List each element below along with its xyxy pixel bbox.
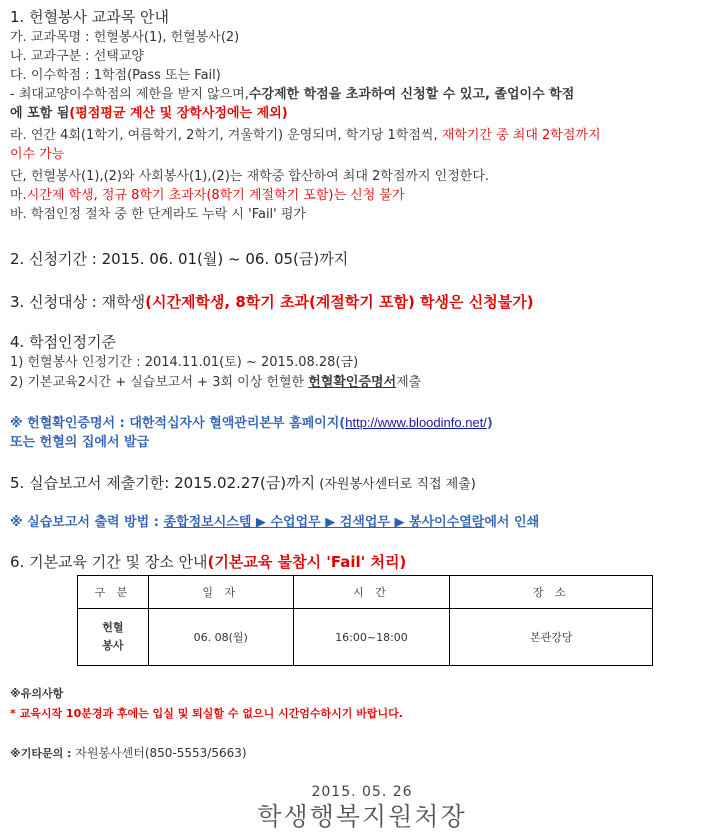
cell-date: 06. 08(월) <box>148 609 293 666</box>
print-method-label: ※ 실습보고서 출력 방법 : <box>10 515 164 530</box>
gpa-exclusion-note: (평점평균 계산 및 장학사정에는 제외) <box>69 106 288 121</box>
print-suffix: 에서 인쇄 <box>484 515 540 530</box>
cell-category <box>78 609 149 666</box>
combined-credit-note: 단, 헌혈봉사(1),(2)와 사회봉사(1),(2)는 재학중 합산하여 최대 2학점까지 인정한다. <box>10 169 490 184</box>
section-6-title <box>10 553 406 571</box>
submit-text: 제출 <box>396 375 422 390</box>
header-place: 장 소 <box>450 576 653 609</box>
credit-included-note <box>10 105 288 123</box>
table-row <box>78 609 653 666</box>
certificate-label: 헌혈확인증명서 <box>308 375 397 390</box>
header-time: 시 간 <box>293 576 450 609</box>
education-schedule-table <box>77 575 653 666</box>
course-name: 가. 교과목명 : 헌혈봉사(1), 헌혈봉사(2) <box>10 30 240 45</box>
cell-place: 본관강당 <box>450 609 653 666</box>
requirements-text: 2) 기본교육2시간 + 실습보고서 + 3회 이상 헌혈한 <box>10 375 309 390</box>
credit-included-text: 에 포함 됨 <box>10 106 70 121</box>
bloodinfo-link[interactable]: http://www.bloodinfo.net/ <box>345 415 487 430</box>
max-credit-note-cont: 이수 가능 <box>10 147 65 162</box>
report-submit-place: (자원봉사센터로 직접 제출) <box>315 477 476 492</box>
report-print-note <box>10 514 539 532</box>
max-credit-note: 재학기간 중 최대 2학점까지 <box>441 128 601 143</box>
ineligible-note <box>10 187 405 205</box>
operation-schedule-text: 라. 연간 4회(1학기, 여름학기, 2학기, 겨울학기) 운영되며, 학기당 1학점씩, <box>10 128 442 143</box>
ineligible-prefix: 마. <box>10 188 27 203</box>
report-deadline: 5. 실습보고서 제출기한: 2015.02.27(금)까지 <box>10 474 316 492</box>
contact-value: 자원봉사센터(850-5553/5663) <box>75 746 247 760</box>
certificate-note-close: ) <box>486 416 493 431</box>
header-category: 구 분 <box>78 576 149 609</box>
table-header-row <box>78 576 653 609</box>
cell-time: 16:00~18:00 <box>293 609 450 666</box>
print-path: 종합정보시스템 ▶ 수업업무 ▶ 검색업무 ▶ 봉사이수열람 <box>163 515 485 530</box>
certificate-note <box>10 414 493 433</box>
credit-limit-note <box>10 86 574 104</box>
ineligible-text: 시간제 학생, 정규 8학기 초과자(8학기 계절학기 포함)는 신청 불가 <box>26 188 405 203</box>
course-credit: 다. 이수학점 : 1학점(Pass 또는 Fail) <box>10 68 221 83</box>
category-line-2: 봉사 <box>102 639 124 652</box>
recognition-requirements <box>10 374 421 392</box>
course-type: 나. 교과구분 : 선택교양 <box>10 49 144 64</box>
contact-info <box>10 744 247 763</box>
notice-warning: * 교육시작 10분경과 후에는 입실 및 퇴실할 수 없으니 시간엄수하시기 바랍니다. <box>10 707 403 720</box>
header-date: 일 자 <box>148 576 293 609</box>
certificate-note-cont: 또는 헌혈의 집에서 발급 <box>10 435 150 450</box>
recognition-period: 1) 헌혈봉사 인정기간 : 2014.11.01(토) ~ 2015.08.28(금) <box>10 355 359 370</box>
section-1-title: 1. 헌혈봉사 교과목 안내 <box>10 8 170 26</box>
education-fail-note: (기본교육 불참시 'Fail' 처리) <box>207 553 407 571</box>
section-5-title <box>10 474 476 494</box>
issuer-signature: 학생행복지원처장 <box>257 802 467 831</box>
section-4-title: 4. 학점인정기준 <box>10 333 117 351</box>
section-3-title <box>10 293 534 311</box>
section-2-title: 2. 신청기간 : 2015. 06. 01(월) ~ 06. 05(금)까지 <box>10 250 349 268</box>
contact-label: ※기타문의 : <box>10 747 76 760</box>
notice-title: ※유의사항 <box>10 687 64 700</box>
operation-schedule <box>10 127 601 145</box>
category-line-1: 헌혈 <box>102 621 124 634</box>
issue-date: 2015. 05. 26 <box>311 784 413 800</box>
education-title: 6. 기본교육 기간 및 장소 안내 <box>10 553 208 571</box>
fail-note: 바. 학점인정 절차 중 한 단계라도 누락 시 'Fail' 평가 <box>10 207 306 222</box>
credit-limit-bold: 수강제한 학점을 초과하여 신청할 수 있고, 졸업이수 학점 <box>248 87 575 102</box>
target-label: 3. 신청대상 : 재학생 <box>10 293 146 311</box>
target-restriction: (시간제학생, 8학기 초과(계절학기 포함) 학생은 신청불가) <box>145 293 534 311</box>
certificate-note-text: ※ 헌혈확인증명서 : 대한적십자사 혈액관리본부 홈페이지( <box>10 416 346 431</box>
credit-limit-text: - 최대교양이수학점의 제한을 받지 않으며, <box>10 87 249 102</box>
